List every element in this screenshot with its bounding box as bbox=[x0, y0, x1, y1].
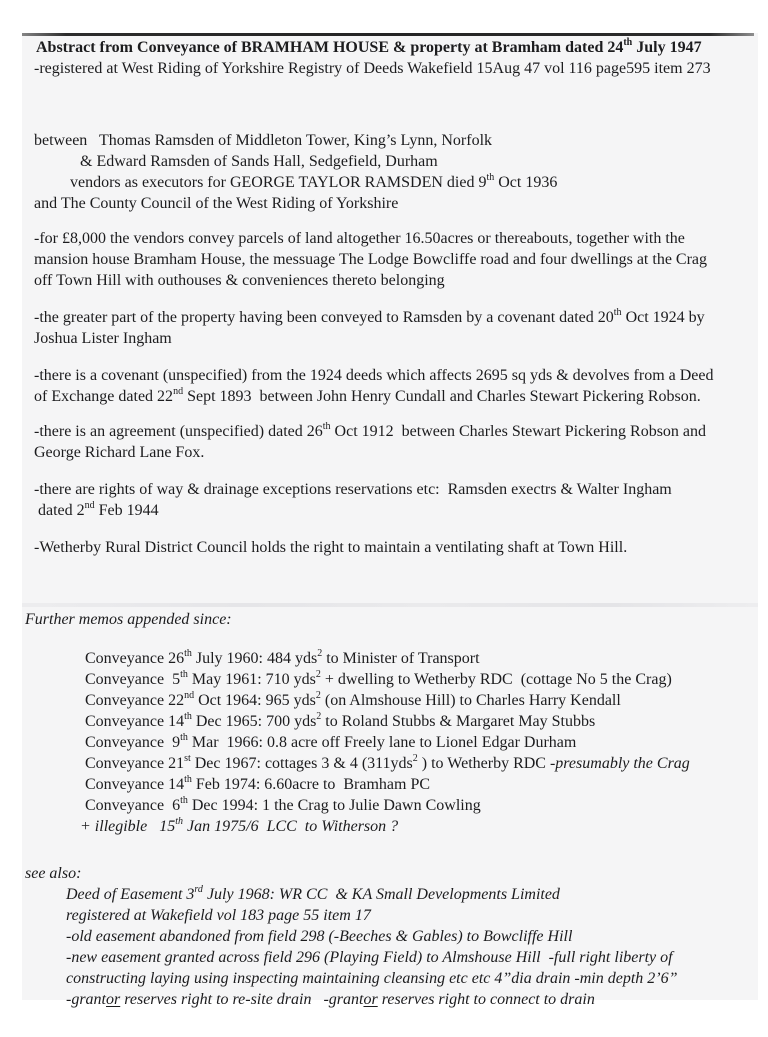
doc-line-25: Conveyance 21st Dec 1967: cottages 3 & 4 (311yds$^2$ ) to Wetherby RDC -presumably the Crag bbox=[85, 752, 690, 772]
doc-line-22: Conveyance 22nd Oct 1964: 965 yds$^2$ (on Almshouse Hill) to Charles Harry Kendall bbox=[85, 689, 621, 709]
doc-line-18: -Wetherby Rural District Council holds the right to maintain a ventilating shaft at Town Hill. bbox=[34, 539, 628, 556]
doc-line-15: George Richard Lane Fox. bbox=[34, 444, 205, 461]
doc-line-28: + illegible 15th Jan 1975/6 LCC to Witherson ? bbox=[80, 815, 399, 835]
doc-line-8: mansion house Bramham House, the messuage The Lodge Bowcliffe road and four dwellings at the Crag bbox=[34, 251, 708, 268]
fold-crease bbox=[22, 603, 758, 607]
doc-line-20: Conveyance 26th July 1960: 484 yds$^2$ to Minister of Transport bbox=[85, 647, 480, 667]
doc-line-24: Conveyance 9th Mar 1966: 0.8 acre off Freely lane to Lionel Edgar Durham bbox=[85, 731, 577, 751]
doc-line-13: of Exchange dated 22nd Sept 1893 between John Henry Cundall and Charles Stewart Pickering Robson. bbox=[34, 385, 701, 405]
page-top-rule bbox=[22, 33, 754, 36]
doc-line-5: vendors as executors for GEORGE TAYLOR RAMSDEN died 9th Oct 1936 bbox=[70, 171, 558, 191]
doc-line-34: constructing laying using inspecting maintaining cleansing etc etc 4”dia drain -min depth 2’6” bbox=[66, 970, 678, 987]
doc-line-30: Deed of Easement 3rd July 1968: WR CC & KA Small Developments Limited bbox=[66, 883, 560, 903]
doc-line-17: dated 2nd Feb 1944 bbox=[38, 499, 159, 519]
doc-line-9: off Town Hill with outhouses & conveniences thereto belonging bbox=[34, 272, 445, 289]
doc-line-16: -there are rights of way & drainage exceptions reservations etc: Ramsden exectrs & Walter Ingham bbox=[34, 481, 672, 498]
doc-line-32: -old easement abandoned from field 298 (-Beeches & Gables) to Bowcliffe Hill bbox=[66, 928, 573, 945]
doc-line-35: -grantor reserves right to re-site drain -grantor reserves right to connect to drain bbox=[66, 991, 595, 1008]
doc-line-14: -there is an agreement (unspecified) dated 26th Oct 1912 between Charles Stewart Pickering Robson and bbox=[34, 420, 707, 440]
document-text-body bbox=[22, 37, 758, 1010]
doc-line-10: -the greater part of the property having been conveyed to Ramsden by a covenant dated 20th Oct 1924 by bbox=[34, 306, 705, 326]
doc-line-26: Conveyance 14th Feb 1974: 6.60acre to Bramham PC bbox=[85, 773, 431, 793]
doc-line-7: -for £8,000 the vendors convey parcels of land altogether 16.50acres or thereabouts, together with the bbox=[34, 230, 685, 247]
doc-line-33: -new easement granted across field 296 (Playing Field) to Almshouse Hill -full right liberty of bbox=[66, 949, 673, 966]
doc-line-21: Conveyance 5th May 1961: 710 yds$^2$ + dwelling to Wetherby RDC (cottage No 5 the Crag) bbox=[85, 668, 672, 688]
doc-line-6: and The County Council of the West Riding of Yorkshire bbox=[34, 195, 399, 212]
doc-line-11: Joshua Lister Ingham bbox=[34, 330, 172, 347]
doc-line-19: Further memos appended since: bbox=[25, 611, 232, 628]
doc-line-3: between Thomas Ramsden of Middleton Tower, King’s Lynn, Norfolk bbox=[34, 132, 493, 149]
doc-line-23: Conveyance 14th Dec 1965: 700 yds$^2$ to Roland Stubbs & Margaret May Stubbs bbox=[85, 710, 596, 730]
doc-line-2: -registered at West Riding of Yorkshire Registry of Deeds Wakefield 15Aug 47 vol 116 page595 item 273 bbox=[34, 60, 711, 77]
doc-line-12: -there is a covenant (unspecified) from the 1924 deeds which affects 2695 sq yds & devolves from a Deed bbox=[34, 367, 714, 384]
scanned-document bbox=[22, 33, 758, 1008]
doc-line-4: & Edward Ramsden of Sands Hall, Sedgefield, Durham bbox=[80, 153, 438, 170]
doc-line-1: Abstract from Conveyance of BRAMHAM HOUSE & property at Bramham dated 24th July 1947 bbox=[36, 36, 702, 56]
doc-line-27: Conveyance 6th Dec 1994: 1 the Crag to Julie Dawn Cowling bbox=[85, 794, 481, 814]
doc-line-31: registered at Wakefield vol 183 page 55 item 17 bbox=[66, 907, 371, 924]
doc-line-29: see also: bbox=[25, 865, 82, 882]
